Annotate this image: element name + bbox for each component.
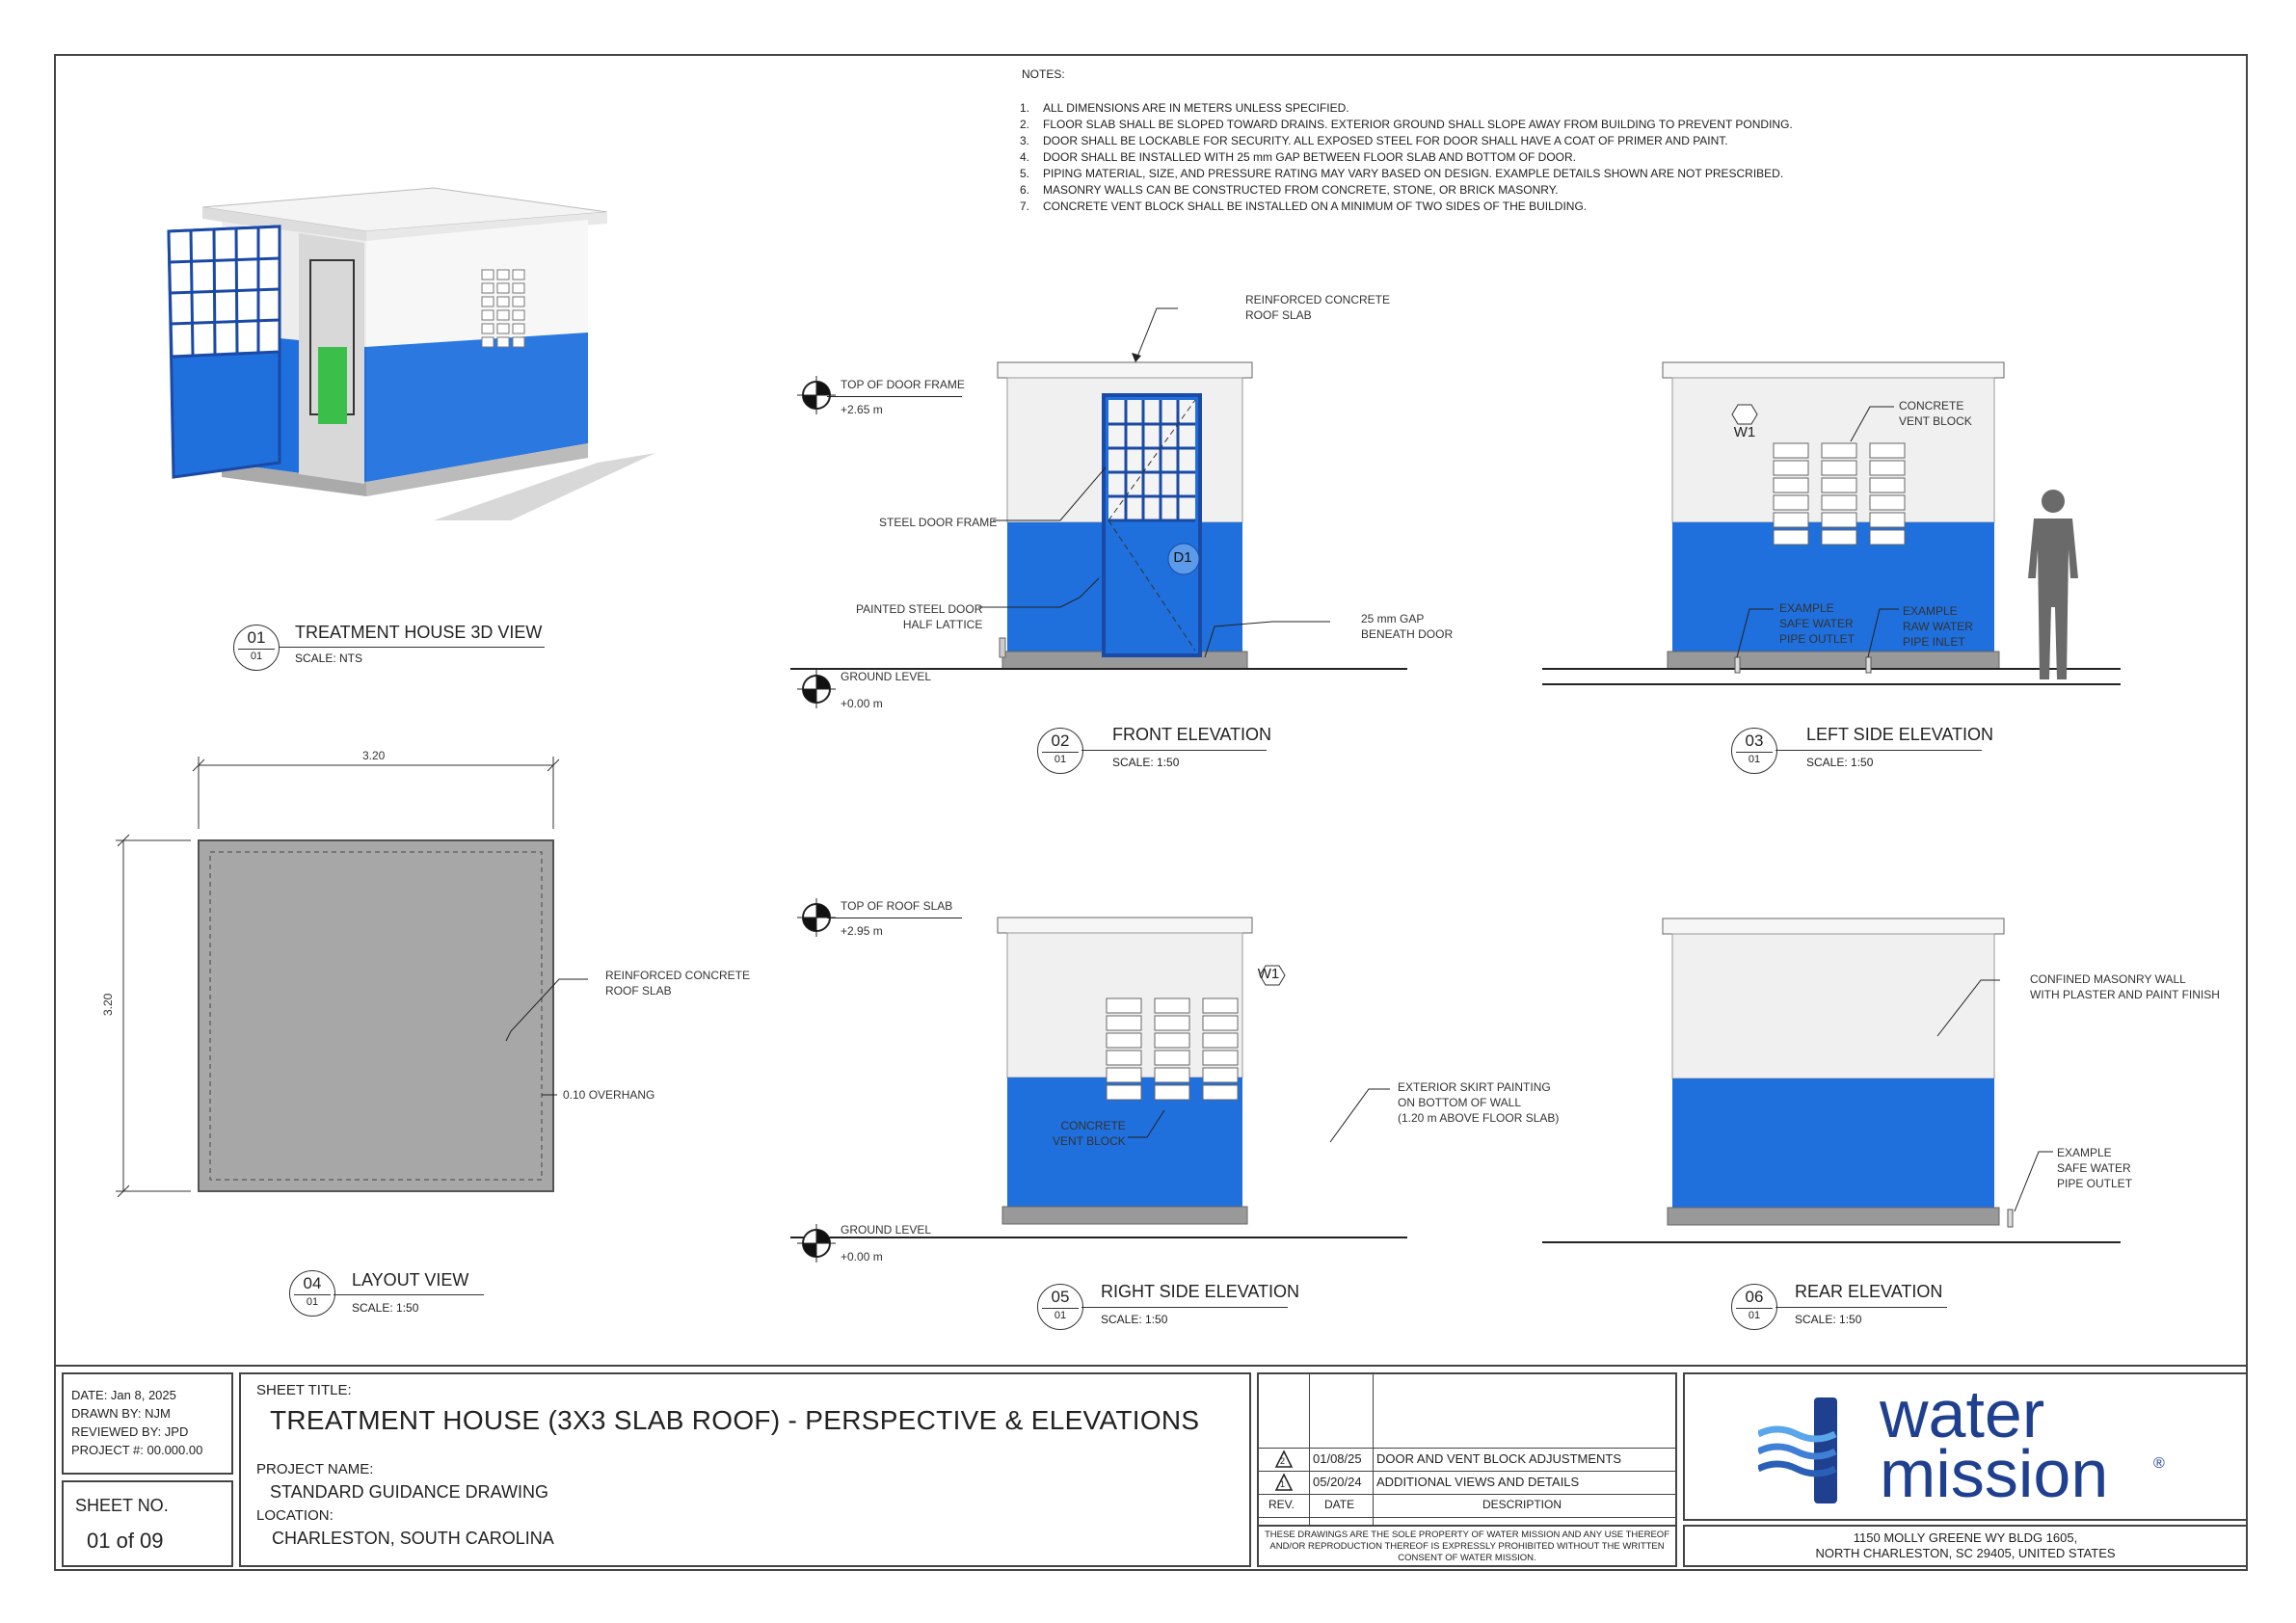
- logo-text-water: water: [1880, 1376, 2045, 1451]
- address-box: [1683, 1525, 2248, 1567]
- view-number-02: 02 01: [1037, 728, 1083, 774]
- location-label: LOCATION:: [256, 1507, 334, 1524]
- note-item: 5. PIPING MATERIAL, SIZE, AND PRESSURE RATING MAY VARY BASED ON DESIGN. EXAMPLE DETAILS SHOWN ARE NOT PRESCRIBED.: [1020, 167, 1784, 180]
- level-marker-icon: [797, 670, 836, 708]
- title-underline: [1081, 1307, 1288, 1308]
- callout-skirt: EXTERIOR SKIRT PAINTING ON BOTTOM OF WALL (1.20 m ABOVE FLOOR SLAB): [1398, 1080, 1560, 1125]
- reviewed-by-text: REVIEWED BY: JPD: [71, 1424, 189, 1439]
- title-underline: [334, 1294, 484, 1295]
- view-scale-rear: SCALE: 1:50: [1795, 1313, 1862, 1326]
- callout-safe-outlet-rear: EXAMPLE SAFE WATER PIPE OUTLET: [2057, 1146, 2133, 1190]
- level-roof-slab-name: TOP OF ROOF SLAB: [841, 899, 953, 913]
- revision-date: 01/08/25: [1313, 1451, 1362, 1466]
- date-text: DATE: Jan 8, 2025: [71, 1388, 176, 1402]
- address-line-2: NORTH CHARLESTON, SC 29405, UNITED STATES: [1815, 1546, 2116, 1560]
- sheet-title-label: SHEET TITLE:: [256, 1382, 352, 1398]
- callout-roof-slab-front: REINFORCED CONCRETE ROOF SLAB: [1245, 293, 1391, 322]
- view-number-03: 03 01: [1731, 728, 1777, 774]
- front-elevation-drawing: [790, 279, 1407, 704]
- project-number-text: PROJECT #: 00.000.00: [71, 1443, 203, 1457]
- callout-gap: 25 mm GAP BENEATH DOOR: [1361, 612, 1454, 641]
- revision-table: [1257, 1372, 1677, 1527]
- level-ground-name: GROUND LEVEL: [841, 1223, 932, 1237]
- view-title-right: RIGHT SIDE ELEVATION: [1101, 1282, 1300, 1301]
- level-door-frame-value: +2.65 m: [841, 403, 883, 416]
- callout-overhang: 0.10 OVERHANG: [563, 1088, 655, 1102]
- project-name-label: PROJECT NAME:: [256, 1461, 374, 1477]
- revision-description: ADDITIONAL VIEWS AND DETAILS: [1376, 1475, 1580, 1489]
- callout-safe-outlet-left: EXAMPLE SAFE WATER PIPE OUTLET: [1779, 601, 1855, 646]
- sheet-number-box: [62, 1480, 233, 1567]
- callout-vent-block-right: CONCRETE VENT BLOCK: [1053, 1119, 1126, 1148]
- title-underline: [280, 647, 545, 648]
- note-item: 6. MASONRY WALLS CAN BE CONSTRUCTED FROM CONCRETE, STONE, OR BRICK MASONRY.: [1020, 183, 1559, 197]
- callout-masonry-wall: CONFINED MASONRY WALL WITH PLASTER AND PAINT FINISH: [2030, 972, 2220, 1001]
- logo-box: [1683, 1372, 2248, 1521]
- revision-grid: [1259, 1374, 1675, 1525]
- revision-number: 2: [1280, 1456, 1286, 1466]
- drawing-info-box: [62, 1372, 233, 1475]
- title-underline: [1775, 750, 1982, 751]
- view-title-layout: LAYOUT VIEW: [352, 1270, 469, 1290]
- level-roof-slab-value: +2.95 m: [841, 924, 883, 938]
- level-ground-name: GROUND LEVEL: [841, 670, 932, 683]
- level-ground-value: +0.00 m: [841, 697, 883, 710]
- revision-number: 1: [1280, 1479, 1286, 1489]
- level-marker-icon: [797, 1224, 836, 1263]
- dimension-width: 3.20: [362, 749, 386, 762]
- view-number-01: 01 01: [233, 625, 280, 671]
- note-item: 3. DOOR SHALL BE LOCKABLE FOR SECURITY. ALL EXPOSED STEEL FOR DOOR SHALL HAVE A COAT OF PRIMER AND PAINT.: [1020, 134, 1728, 147]
- view-scale-front: SCALE: 1:50: [1112, 756, 1180, 769]
- callout-roof-slab-layout: REINFORCED CONCRETE ROOF SLAB: [605, 969, 751, 998]
- logo-registered-mark: ®: [2153, 1455, 2165, 1472]
- rear-elevation-drawing: [1542, 911, 2121, 1248]
- water-mission-logo-icon: [1758, 1397, 1845, 1503]
- title-underline: [1775, 1307, 1947, 1308]
- notes-heading: NOTES:: [1022, 67, 1065, 81]
- level-line: [827, 396, 962, 397]
- sheet-number-value: 01 of 09: [87, 1529, 164, 1553]
- sheet-title: TREATMENT HOUSE (3X3 SLAB ROOF) - PERSPECTIVE & ELEVATIONS: [270, 1405, 1200, 1435]
- address-line-1: 1150 MOLLY GREENE WY BLDG 1605,: [1853, 1530, 2078, 1545]
- note-item: 1. ALL DIMENSIONS ARE IN METERS UNLESS SPECIFIED.: [1020, 101, 1349, 115]
- view-title-left: LEFT SIDE ELEVATION: [1806, 725, 1994, 744]
- level-marker-icon: [797, 376, 836, 414]
- note-item: 7. CONCRETE VENT BLOCK SHALL BE INSTALLED ON A MINIMUM OF TWO SIDES OF THE BUILDING.: [1020, 200, 1588, 213]
- project-name: STANDARD GUIDANCE DRAWING: [270, 1482, 549, 1502]
- revision-date: 05/20/24: [1313, 1475, 1362, 1489]
- logo-text-mission: mission: [1880, 1436, 2109, 1511]
- treatment-house-3d-view: [145, 173, 665, 530]
- view-title-3d: TREATMENT HOUSE 3D VIEW: [295, 623, 543, 642]
- callout-vent-block-left: CONCRETE VENT BLOCK: [1899, 399, 1972, 428]
- view-number-06: 06 01: [1731, 1284, 1777, 1330]
- title-underline: [1081, 750, 1267, 751]
- window-tag-w1: W1: [1733, 424, 1756, 440]
- view-title-front: FRONT ELEVATION: [1112, 725, 1272, 744]
- view-scale-right: SCALE: 1:50: [1101, 1313, 1168, 1326]
- title-block-separator: [54, 1365, 2248, 1367]
- revision-header-date: DATE: [1324, 1498, 1355, 1511]
- callout-steel-door-frame: STEEL DOOR FRAME: [879, 516, 998, 529]
- sheet-number-label: SHEET NO.: [75, 1496, 169, 1515]
- revision-header-rev: REV.: [1268, 1498, 1295, 1511]
- note-item: 4. DOOR SHALL BE INSTALLED WITH 25 mm GAP BETWEEN FLOOR SLAB AND BOTTOM OF DOOR.: [1020, 150, 1576, 164]
- drawing-info: [71, 1386, 202, 1459]
- notes-list: [1020, 100, 1793, 215]
- view-scale-layout: SCALE: 1:50: [352, 1301, 419, 1315]
- right-side-elevation-drawing: [790, 896, 1407, 1243]
- view-scale-left: SCALE: 1:50: [1806, 756, 1874, 769]
- callout-painted-door: PAINTED STEEL DOOR HALF LATTICE: [856, 602, 983, 631]
- view-number-04: 04 01: [289, 1270, 335, 1317]
- location: CHARLESTON, SOUTH CAROLINA: [272, 1529, 554, 1548]
- revision-description: DOOR AND VENT BLOCK ADJUSTMENTS: [1376, 1451, 1622, 1466]
- disclaimer-box: [1257, 1525, 1677, 1567]
- sheet-title-box: [239, 1372, 1251, 1567]
- view-scale-3d: SCALE: NTS: [295, 652, 363, 665]
- note-item: 2. FLOOR SLAB SHALL BE SLOPED TOWARD DRAINS. EXTERIOR GROUND SHALL SLOPE AWAY FROM BUILDING TO PREVENT PONDING.: [1020, 118, 1793, 131]
- revision-header-description: DESCRIPTION: [1482, 1498, 1562, 1511]
- callout-raw-inlet: EXAMPLE RAW WATER PIPE INLET: [1903, 604, 1973, 649]
- door-tag-d1: D1: [1173, 549, 1192, 566]
- window-tag-w1: W1: [1257, 966, 1280, 982]
- level-ground-value: +0.00 m: [841, 1250, 883, 1264]
- dimension-height: 3.20: [101, 993, 115, 1016]
- disclaimer-text: THESE DRAWINGS ARE THE SOLE PROPERTY OF WATER MISSION AND ANY USE THEREOF AND/OR REPRODUCTION THEREOF IS EXPRESSLY PROHIBITED WITHOUT THE WRITTEN CONSENT OF WATER MISSION.: [1264, 1530, 1670, 1563]
- view-title-rear: REAR ELEVATION: [1795, 1282, 1943, 1301]
- level-door-frame-name: TOP OF DOOR FRAME: [841, 378, 965, 391]
- drawn-by-text: DRAWN BY: NJM: [71, 1406, 171, 1421]
- view-number-05: 05 01: [1037, 1284, 1083, 1330]
- address: [1685, 1530, 2246, 1561]
